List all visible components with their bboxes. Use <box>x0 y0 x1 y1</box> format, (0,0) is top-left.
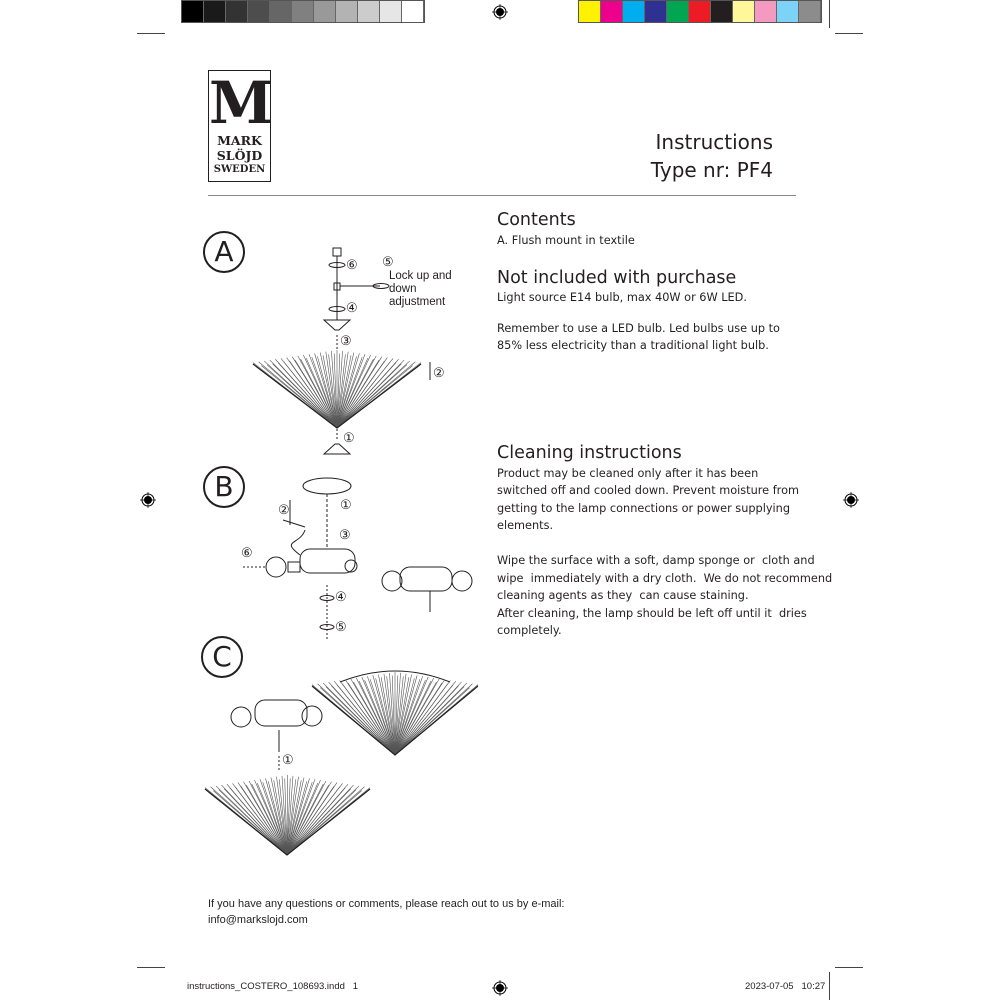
contents-item: A. Flush mount in textile <box>497 234 635 247</box>
cleaning-heading: Cleaning instructions <box>497 443 682 463</box>
figure-c-label: C <box>201 636 243 678</box>
not-included-heading: Not included with purchase <box>497 268 737 288</box>
part-number-2: ② <box>433 366 445 381</box>
cleaning-line: switched off and cooled down. Prevent moisture from <box>497 484 799 497</box>
type-number: Type nr: PF4 <box>650 158 773 182</box>
shade-pleat <box>219 790 287 855</box>
part-number-4: ④ <box>346 301 358 316</box>
part-number-1: ① <box>282 753 294 768</box>
part-number-1: ① <box>343 431 355 446</box>
cleaning-line: Wipe the surface with a soft, damp sponge or cloth and <box>497 554 815 567</box>
part-number-1: ① <box>340 498 352 513</box>
shade-pleat <box>395 680 445 755</box>
contents-heading: Contents <box>497 210 576 230</box>
part-number-4: ④ <box>335 590 347 605</box>
shade-pleat <box>395 680 450 755</box>
shade-pleat <box>306 358 337 428</box>
logo-text: SLÖJD <box>216 148 263 163</box>
lock-adjustment-label: down <box>389 283 417 295</box>
logo-letter: M <box>209 69 274 137</box>
shade-pleat <box>257 783 287 855</box>
cleaning-line: After cleaning, the lamp should be left off until it dries <box>497 607 807 620</box>
part-number-3: ③ <box>340 334 352 349</box>
cleaning-line: completely. <box>497 624 562 637</box>
cleaning-line: elements. <box>497 519 554 532</box>
led-note: 85% less electricity than a traditional light bulb. <box>497 339 769 352</box>
cleaning-line: getting to the lamp connections or power supplying <box>497 502 790 515</box>
figure-a-label: A <box>203 231 245 273</box>
contact-email[interactable]: info@markslojd.com <box>208 914 308 926</box>
logo-text: MARK <box>217 133 262 148</box>
shade-pleat <box>287 783 343 855</box>
cleaning-line: Product may be cleaned only after it has been <box>497 467 759 480</box>
cleaning-line: wipe immediately with a dry cloth. We do not recommend <box>497 572 833 585</box>
contact-text: If you have any questions or comments, please reach out to us by e-mail: <box>208 898 565 910</box>
figure-b-label: B <box>203 466 245 508</box>
shade-pleat <box>395 678 434 755</box>
logo-text: SWEDEN <box>213 164 266 175</box>
part-number-5: ⑤ <box>382 255 394 270</box>
led-note: Remember to use a LED bulb. Led bulbs use up to <box>497 322 780 335</box>
part-number-6: ⑥ <box>241 546 253 561</box>
cleaning-line: cleaning agents as they can cause staining. <box>497 589 749 602</box>
shade-pleat <box>342 684 395 755</box>
date-slug: 2023-07-05 10:27 <box>745 981 826 992</box>
part-number-6: ⑥ <box>346 258 358 273</box>
not-included-text: Light source E14 bulb, max 40W or 6W LED. <box>497 291 747 304</box>
part-number-3: ③ <box>339 528 351 543</box>
shade-pleat <box>337 356 376 428</box>
lock-adjustment-label: Lock up and <box>389 270 452 282</box>
page-title: Instructions <box>655 130 773 154</box>
file-slug: instructions_COSTERO_108693.indd 1 <box>187 981 359 992</box>
part-number-5: ⑤ <box>335 620 347 635</box>
shade-pleat <box>287 781 326 855</box>
lock-adjustment-label: adjustment <box>389 296 446 308</box>
part-number-2: ② <box>278 503 290 518</box>
